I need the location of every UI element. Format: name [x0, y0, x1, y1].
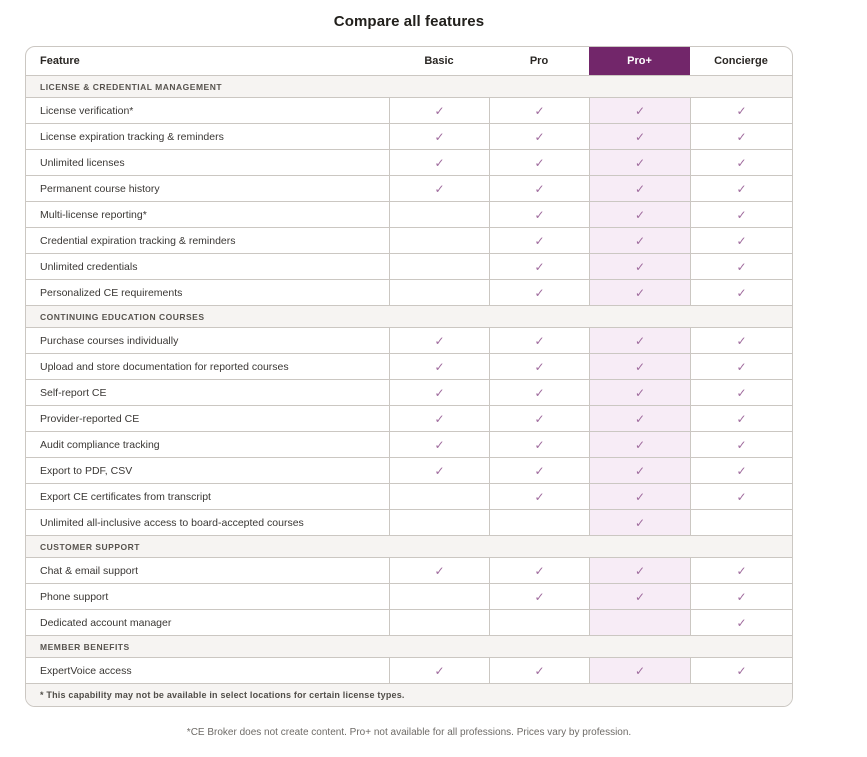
plan-value-cell-basic: [389, 354, 489, 379]
check-icon: ✓: [434, 359, 445, 374]
plan-value-cell-basic: [389, 202, 489, 227]
check-icon: ✓: [634, 589, 646, 604]
plan-value-cell-pro-plus: [589, 202, 690, 227]
plan-value-cell-pro-plus: [589, 98, 690, 123]
check-icon: ✓: [634, 359, 646, 374]
plan-value-cell-concierge: [690, 280, 792, 305]
page-footnote: *CE Broker does not create content. Pro+ not available for all professions. Prices vary by profession.: [186, 727, 632, 738]
plan-value-cell-pro: [489, 124, 589, 149]
plan-value-cell-basic: [389, 458, 489, 483]
check-icon: ✓: [736, 155, 747, 170]
check-icon: ✓: [634, 463, 646, 478]
feature-name: Export CE certificates from transcript: [40, 490, 211, 503]
check-icon: ✓: [534, 285, 545, 300]
feature-row: [26, 457, 792, 483]
feature-name: Dedicated account manager: [40, 616, 172, 629]
plan-value-cell-pro-plus: [589, 432, 690, 457]
check-icon: ✓: [634, 259, 646, 274]
plan-value-cell-pro-plus: [589, 328, 690, 353]
feature-name: Personalized CE requirements: [40, 286, 183, 299]
plan-value-cell-basic: [389, 406, 489, 431]
check-icon: ✓: [534, 563, 545, 578]
check-icon: ✓: [736, 103, 747, 118]
feature-row: [26, 609, 792, 635]
feature-column-header: Feature: [40, 55, 80, 67]
plan-value-cell-concierge: [690, 610, 792, 635]
check-icon: ✓: [534, 411, 545, 426]
check-icon: ✓: [736, 411, 747, 426]
feature-name: Permanent course history: [40, 182, 160, 195]
column-header-concierge: Concierge: [714, 55, 768, 67]
plan-value-cell-pro: [489, 510, 589, 535]
check-icon: ✓: [534, 207, 545, 222]
plan-value-cell-pro: [489, 610, 589, 635]
check-icon: ✓: [434, 385, 445, 400]
feature-name: Export to PDF, CSV: [40, 464, 133, 477]
plan-value-cell-basic: [389, 484, 489, 509]
check-icon: ✓: [634, 563, 646, 578]
feature-name: Multi-license reporting*: [40, 208, 147, 221]
feature-row: [26, 657, 792, 683]
check-icon: ✓: [736, 437, 747, 452]
check-icon: ✓: [634, 103, 646, 118]
plan-value-cell-concierge: [690, 328, 792, 353]
feature-name: License verification*: [40, 104, 134, 117]
plan-value-cell-basic: [389, 610, 489, 635]
plan-value-cell-concierge: [690, 254, 792, 279]
plan-value-cell-basic: [389, 584, 489, 609]
check-icon: ✓: [736, 589, 747, 604]
section-header-label: CUSTOMER SUPPORT: [40, 541, 140, 552]
plan-value-cell-pro: [489, 380, 589, 405]
plan-value-cell-concierge: [690, 484, 792, 509]
plan-value-cell-pro-plus: [589, 484, 690, 509]
plan-value-cell-basic: [389, 328, 489, 353]
check-icon: ✓: [736, 259, 747, 274]
check-icon: ✓: [634, 207, 646, 222]
plan-value-cell-pro: [489, 280, 589, 305]
feature-row: [26, 175, 792, 201]
plan-value-cell-concierge: [690, 124, 792, 149]
check-icon: ✓: [736, 489, 747, 504]
plan-value-cell-basic: [389, 176, 489, 201]
plan-value-cell-pro-plus: [589, 406, 690, 431]
plan-value-cell-pro-plus: [589, 150, 690, 175]
feature-row: [26, 353, 792, 379]
plan-value-cell-pro-plus: [589, 658, 690, 683]
check-icon: ✓: [434, 463, 445, 478]
plan-value-cell-concierge: [690, 380, 792, 405]
check-icon: ✓: [434, 103, 445, 118]
plan-value-cell-concierge: [690, 354, 792, 379]
plan-value-cell-pro: [489, 228, 589, 253]
feature-row: [26, 97, 792, 123]
feature-row: [26, 279, 792, 305]
plan-value-cell-basic: [389, 558, 489, 583]
plan-value-cell-pro-plus: [589, 380, 690, 405]
feature-row: [26, 583, 792, 609]
plan-value-cell-basic: [389, 98, 489, 123]
table-body: [26, 75, 792, 683]
column-header-pro: Pro: [529, 55, 549, 67]
table-footnote-row: [26, 683, 792, 706]
check-icon: ✓: [434, 437, 445, 452]
check-icon: ✓: [634, 233, 646, 248]
plan-value-cell-pro-plus: [589, 124, 690, 149]
section-header: [26, 635, 792, 657]
feature-name: Purchase courses individually: [40, 334, 179, 347]
plan-value-cell-basic: [389, 510, 489, 535]
plan-value-cell-pro-plus: [589, 510, 690, 535]
plan-value-cell-pro: [489, 98, 589, 123]
check-icon: ✓: [534, 589, 545, 604]
feature-row: [26, 483, 792, 509]
plan-value-cell-pro-plus: [589, 584, 690, 609]
check-icon: ✓: [736, 285, 747, 300]
check-icon: ✓: [736, 663, 747, 678]
feature-row: [26, 379, 792, 405]
check-icon: ✓: [634, 411, 646, 426]
check-icon: ✓: [534, 181, 545, 196]
check-icon: ✓: [534, 489, 545, 504]
column-header-basic: Basic: [424, 55, 454, 67]
feature-name: ExpertVoice access: [40, 664, 132, 677]
check-icon: ✓: [534, 463, 545, 478]
check-icon: ✓: [434, 155, 445, 170]
feature-name: Chat & email support: [40, 564, 139, 577]
plan-value-cell-pro: [489, 458, 589, 483]
check-icon: ✓: [534, 259, 545, 274]
feature-name: Phone support: [40, 590, 109, 603]
feature-name: License expiration tracking & reminders: [40, 130, 224, 143]
plan-value-cell-pro: [489, 354, 589, 379]
feature-row: [26, 123, 792, 149]
plan-value-cell-concierge: [690, 406, 792, 431]
plan-value-cell-basic: [389, 280, 489, 305]
feature-row: [26, 405, 792, 431]
check-icon: ✓: [434, 663, 445, 678]
feature-row: [26, 509, 792, 535]
check-icon: ✓: [634, 385, 646, 400]
plan-value-cell-concierge: [690, 458, 792, 483]
check-icon: ✓: [736, 129, 747, 144]
plan-value-cell-basic: [389, 124, 489, 149]
plan-value-cell-pro-plus: [589, 176, 690, 201]
comparison-table: [25, 46, 793, 707]
plan-value-cell-concierge: [690, 558, 792, 583]
section-header-label: MEMBER BENEFITS: [40, 641, 130, 652]
check-icon: ✓: [434, 563, 445, 578]
check-icon: ✓: [534, 129, 545, 144]
check-icon: ✓: [634, 663, 646, 678]
check-icon: ✓: [736, 563, 747, 578]
feature-name: Self-report CE: [40, 386, 107, 399]
feature-row: [26, 201, 792, 227]
check-icon: ✓: [736, 207, 747, 222]
check-icon: ✓: [736, 233, 747, 248]
plan-value-cell-concierge: [690, 228, 792, 253]
check-icon: ✓: [736, 359, 747, 374]
check-icon: ✓: [434, 129, 445, 144]
check-icon: ✓: [634, 155, 646, 170]
plan-value-cell-concierge: [690, 658, 792, 683]
feature-name: Credential expiration tracking & reminders: [40, 234, 236, 247]
check-icon: ✓: [534, 333, 545, 348]
check-icon: ✓: [534, 103, 545, 118]
check-icon: ✓: [736, 333, 747, 348]
section-header: [26, 535, 792, 557]
feature-row: [26, 557, 792, 583]
check-icon: ✓: [634, 129, 646, 144]
check-icon: ✓: [736, 615, 747, 630]
check-icon: ✓: [634, 333, 646, 348]
table-header-row: [26, 47, 792, 75]
check-icon: ✓: [736, 385, 747, 400]
plan-value-cell-concierge: [690, 176, 792, 201]
page: [25, 0, 793, 738]
column-header-pro-plus: Pro+: [589, 47, 690, 75]
plan-value-cell-concierge: [690, 150, 792, 175]
feature-name: Audit compliance tracking: [40, 438, 160, 451]
plan-value-cell-pro: [489, 432, 589, 457]
plan-value-cell-basic: [389, 380, 489, 405]
plan-value-cell-pro-plus: [589, 254, 690, 279]
plan-value-cell-concierge: [690, 584, 792, 609]
plan-value-cell-pro: [489, 202, 589, 227]
plan-value-cell-concierge: [690, 510, 792, 535]
check-icon: ✓: [736, 181, 747, 196]
check-icon: ✓: [434, 411, 445, 426]
plan-value-cell-pro: [489, 176, 589, 201]
check-icon: ✓: [434, 181, 445, 196]
plan-value-cell-concierge: [690, 202, 792, 227]
feature-row: [26, 227, 792, 253]
feature-row: [26, 327, 792, 353]
plan-value-cell-pro: [489, 558, 589, 583]
plan-value-cell-basic: [389, 150, 489, 175]
check-icon: ✓: [634, 181, 646, 196]
table-footnote: * This capability may not be available in select locations for certain license types.: [40, 690, 405, 700]
section-header: [26, 75, 792, 97]
plan-value-cell-pro: [489, 406, 589, 431]
page-title: Compare all features: [333, 13, 485, 30]
plan-value-cell-concierge: [690, 432, 792, 457]
plan-value-cell-basic: [389, 658, 489, 683]
plan-value-cell-pro-plus: [589, 610, 690, 635]
feature-row: [26, 149, 792, 175]
section-header-label: LICENSE & CREDENTIAL MANAGEMENT: [40, 81, 223, 92]
check-icon: ✓: [634, 437, 646, 452]
plan-value-cell-basic: [389, 432, 489, 457]
plan-value-cell-pro-plus: [589, 354, 690, 379]
check-icon: ✓: [534, 233, 545, 248]
check-icon: ✓: [534, 663, 545, 678]
plan-value-cell-basic: [389, 228, 489, 253]
check-icon: ✓: [534, 437, 545, 452]
feature-name: Unlimited licenses: [40, 156, 125, 169]
plan-value-cell-pro: [489, 254, 589, 279]
check-icon: ✓: [534, 385, 545, 400]
check-icon: ✓: [534, 155, 545, 170]
plan-value-cell-pro-plus: [589, 558, 690, 583]
feature-row: [26, 431, 792, 457]
check-icon: ✓: [534, 359, 545, 374]
check-icon: ✓: [434, 333, 445, 348]
check-icon: ✓: [634, 489, 646, 504]
plan-value-cell-pro-plus: [589, 458, 690, 483]
feature-row: [26, 253, 792, 279]
check-icon: ✓: [736, 463, 747, 478]
plan-value-cell-pro-plus: [589, 228, 690, 253]
plan-value-cell-pro: [489, 658, 589, 683]
plan-value-cell-basic: [389, 254, 489, 279]
feature-name: Unlimited all-inclusive access to board-accepted courses: [40, 516, 304, 529]
feature-name: Provider-reported CE: [40, 412, 140, 425]
feature-name: Unlimited credentials: [40, 260, 138, 273]
plan-value-cell-pro: [489, 150, 589, 175]
feature-name: Upload and store documentation for reported courses: [40, 360, 289, 373]
plan-value-cell-pro: [489, 584, 589, 609]
check-icon: ✓: [634, 515, 646, 530]
section-header-label: CONTINUING EDUCATION COURSES: [40, 311, 205, 322]
check-icon: ✓: [634, 285, 646, 300]
section-header: [26, 305, 792, 327]
plan-value-cell-pro-plus: [589, 280, 690, 305]
plan-value-cell-pro: [489, 328, 589, 353]
plan-value-cell-pro: [489, 484, 589, 509]
plan-value-cell-concierge: [690, 98, 792, 123]
